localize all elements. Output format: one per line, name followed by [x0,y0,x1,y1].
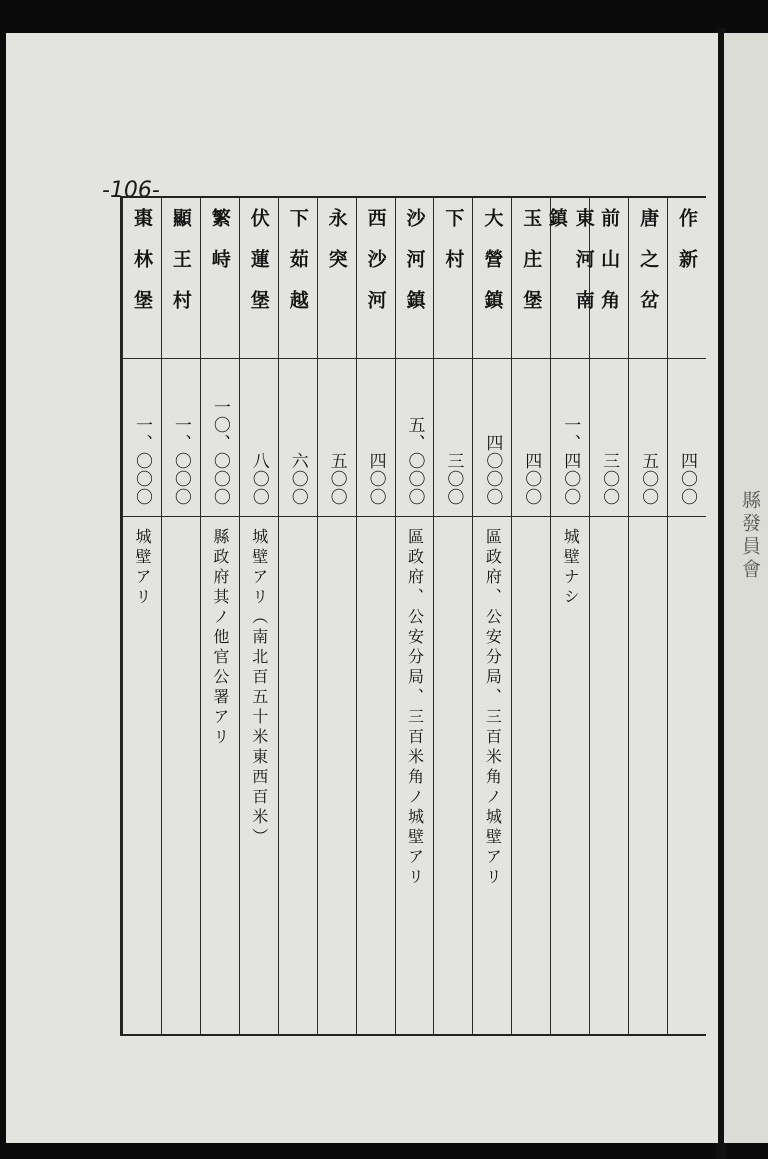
population-value: 四〇〇 [677,452,698,506]
place-name: 下村 [442,208,465,290]
remarks-text: 城壁ナシ [561,528,581,608]
remarks-text: 區政府、公安分局、三百米角ノ城壁アリ [483,528,503,888]
population-value: 四〇〇 [521,452,542,506]
table-column [628,198,667,1034]
table-column [545,198,595,1034]
place-name: 繁峙 [208,208,231,290]
place-name: 作新 [676,208,699,290]
table-column [395,198,434,1034]
population-value: 五、〇〇〇 [404,416,425,506]
place-name: 東河南鎮 [545,208,595,331]
place-name: 伏蓮堡 [247,208,270,331]
remarks-text: 城壁アリ（南北百五十米東西百米） [249,528,269,848]
remarks-text: 縣政府其ノ他官公署アリ [210,528,230,748]
settlement-table [120,196,706,1036]
remarks-text [668,528,707,1028]
table-column [161,198,200,1034]
place-name: 永突 [325,208,348,290]
place-name: 大營鎮 [481,208,504,331]
table-column [667,198,706,1034]
population-value: 五〇〇 [326,452,347,506]
remarks-text [357,528,396,1028]
place-name: 唐之岔 [637,208,660,331]
population-value: 六〇〇 [287,452,308,506]
remarks-text [279,528,318,1028]
table-column [356,198,395,1034]
table-column [511,198,550,1034]
population-value: 四〇〇 [365,452,386,506]
place-name: 棗林堡 [130,208,153,331]
remarks-text: 區政府、公安分局、三百米角ノ城壁アリ [405,528,425,888]
population-value: 一、四〇〇 [560,416,581,506]
remarks-text: 城壁アリ [132,528,152,608]
remarks-text [629,528,668,1028]
remarks-text [162,528,201,1028]
table-column [433,198,472,1034]
table-column [472,198,511,1034]
table-column [200,198,239,1034]
population-value: 八〇〇 [248,452,269,506]
remarks-text [590,528,629,1028]
table-column [122,198,161,1034]
page-number: -106- [102,178,160,203]
place-name: 玉庄堡 [520,208,543,331]
population-value: 一、〇〇〇 [170,416,191,506]
margin-stamp: 縣發員會 [739,490,761,582]
population-value: 三〇〇 [443,452,464,506]
table-column [239,198,278,1034]
table-column [278,198,317,1034]
table-column [317,198,356,1034]
place-name: 西沙河 [364,208,387,331]
population-value: 三〇〇 [599,452,620,506]
population-value: 一、〇〇〇 [131,416,152,506]
remarks-text [434,528,473,1028]
population-value: 一〇、〇〇〇 [209,398,230,506]
place-name: 顯王村 [169,208,192,331]
remarks-text [318,528,357,1028]
population-value: 五〇〇 [638,452,659,506]
place-name: 沙河鎮 [403,208,426,331]
place-name: 下茹越 [286,208,309,331]
population-value: 四〇〇〇 [482,434,503,506]
place-name: 前山角 [598,208,621,331]
remarks-text [512,528,551,1028]
